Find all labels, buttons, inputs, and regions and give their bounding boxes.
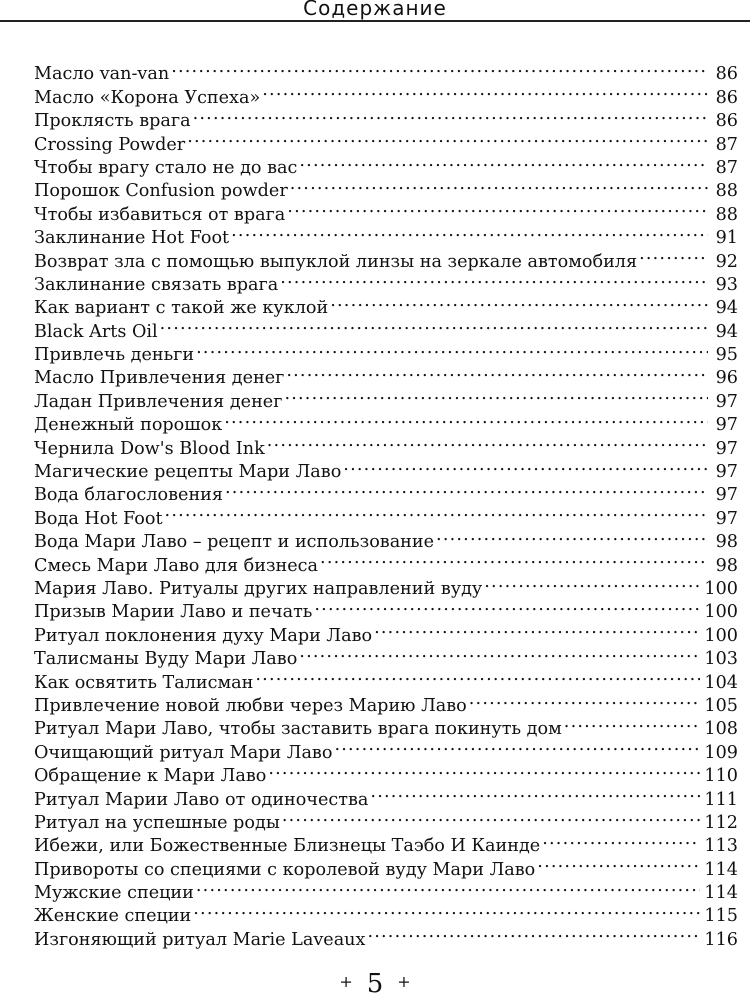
toc-entry-page: 97: [715, 462, 738, 483]
page-footer: [0, 968, 750, 1000]
toc-dot-leader: [314, 594, 700, 617]
toc-entry-page: 114: [704, 859, 738, 880]
toc-entry-page: 100: [704, 578, 738, 599]
toc-entry-title: Призыв Марии Лаво и печать: [34, 602, 313, 623]
toc-dot-leader: [367, 921, 700, 944]
footer-ornament-left: +: [339, 972, 353, 991]
toc-entry-page: 110: [704, 766, 738, 787]
toc-dot-leader: [286, 360, 708, 383]
toc-entry-page: 86: [715, 111, 738, 132]
toc-dot-leader: [436, 524, 708, 547]
toc-entry-page: 97: [715, 391, 738, 412]
toc-entry-title: Привороты со специями с королевой вуду Мари Лаво: [34, 859, 536, 880]
toc-dot-leader: [469, 688, 701, 711]
toc-dot-leader: [193, 898, 700, 921]
toc-entry-title: Порошок Confusion powder: [34, 181, 288, 202]
toc-dot-leader: [370, 781, 700, 804]
toc-entry-page: 114: [704, 883, 738, 904]
toc-dot-leader: [639, 243, 708, 266]
toc-entry-page: 96: [715, 368, 738, 389]
toc-entry-title: Как вариант с такой же куклой: [34, 298, 329, 319]
toc-dot-leader: [299, 641, 700, 664]
toc-dot-leader: [280, 267, 708, 290]
toc-dot-leader: [299, 150, 708, 173]
toc-dot-leader: [187, 126, 708, 149]
toc-dot-leader: [287, 196, 708, 219]
toc-dot-leader: [196, 337, 708, 360]
toc-entry-title: Привлечь деньги: [34, 345, 195, 366]
toc-entry-page: 95: [715, 345, 738, 366]
toc-dot-leader: [255, 664, 700, 687]
toc-entry-title: Масло «Корона Успеха»: [34, 87, 261, 108]
toc-entry-title: Смесь Мари Лаво для бизнеса: [34, 555, 319, 576]
toc-entry-page: 94: [715, 321, 738, 342]
toc-dot-leader: [320, 547, 708, 570]
header-rule: [0, 20, 750, 22]
toc-entry-title: Чернила Dow's Blood Ink: [34, 438, 265, 459]
toc-entry-title: Заклинание связать врага: [34, 274, 279, 295]
toc-entry-title: Crossing Powder: [34, 134, 186, 155]
toc-entry-page: 97: [715, 438, 738, 459]
page-number: 5: [366, 969, 384, 999]
toc-entry-title: Ритуал на успешные роды: [34, 812, 280, 833]
toc-entry-page: 91: [715, 228, 738, 249]
toc-entry[interactable]: [34, 56, 738, 85]
toc-entry-title: Чтобы врагу стало не до вас: [34, 157, 298, 178]
toc-entry-page: 116: [704, 929, 738, 950]
toc-dot-leader: [231, 220, 708, 243]
toc-entry-title: Вода благословения: [34, 485, 223, 506]
toc-entry-title: Очищающий ритуал Мари Лаво: [34, 742, 333, 763]
toc-dot-leader: [224, 407, 708, 430]
page-header: [0, 0, 750, 36]
toc-entry-title: Магические рецепты Мари Лаво: [34, 462, 342, 483]
toc-entry-page: 105: [704, 695, 738, 716]
toc-entry-title: Как освятить Талисман: [34, 672, 254, 693]
toc-dot-leader: [334, 734, 700, 757]
toc-dot-leader: [193, 103, 708, 126]
toc-entry-page: 86: [715, 64, 738, 85]
toc-entry-page: 100: [704, 625, 738, 646]
toc-dot-leader: [160, 313, 708, 336]
toc-dot-leader: [542, 828, 700, 851]
toc-entry-title: Женские специи: [34, 906, 192, 927]
toc-entry-title: Изгоняющий ритуал Marie Laveaux: [34, 929, 366, 950]
toc-entry-page: 103: [704, 649, 738, 670]
toc-dot-leader: [282, 805, 701, 828]
toc-entry-page: 86: [715, 87, 738, 108]
toc-entry-page: 112: [704, 812, 738, 833]
toc-entry-title: Талисманы Вуду Мари Лаво: [34, 649, 298, 670]
toc-entry-page: 98: [715, 532, 738, 553]
toc-entry-title: Ибежи, или Божественные Близнецы Таэбо И Каинде: [34, 836, 541, 857]
toc-entry-title: Масло van-van: [34, 64, 170, 85]
toc-entry-page: 97: [715, 508, 738, 529]
toc-entry-page: 87: [715, 134, 738, 155]
toc-dot-leader: [564, 711, 701, 734]
toc-dot-leader: [196, 875, 701, 898]
toc-entry-title: Проклясть врага: [34, 111, 191, 132]
toc-entry-page: 92: [715, 251, 738, 272]
toc-dot-leader: [330, 290, 708, 313]
toc-entry-page: 98: [715, 555, 738, 576]
toc-entry-title: Ритуал Мари Лаво, чтобы заставить врага покинуть дом: [34, 719, 562, 740]
toc-entry-title: Масло Привлечения денег: [34, 368, 285, 389]
toc-dot-leader: [343, 454, 708, 477]
toc-entry-title: Мужские специи: [34, 883, 194, 904]
toc-dot-leader: [290, 173, 708, 196]
toc-entry-title: Денежный порошок: [34, 415, 223, 436]
toc-entry-title: Возврат зла с помощью выпуклой линзы на зеркале автомобиля: [34, 251, 638, 272]
toc-dot-leader: [262, 79, 708, 102]
toc-dot-leader: [268, 758, 700, 781]
toc-entry-page: 115: [704, 906, 738, 927]
toc-entry-title: Мария Лаво. Ритуалы других направлений вуду: [34, 578, 483, 599]
toc-entry-title: Ритуал поклонения духу Мари Лаво: [34, 625, 373, 646]
toc-entry-page: 113: [704, 836, 738, 857]
toc-entry-title: Ладан Привлечения денег: [34, 391, 283, 412]
toc-entry-page: 109: [704, 742, 738, 763]
toc-entry-page: 97: [715, 415, 738, 436]
toc-entry-page: 88: [715, 181, 738, 202]
toc-entry-title: Ритуал Марии Лаво от одиночества: [34, 789, 369, 810]
toc-dot-leader: [171, 56, 708, 79]
footer-ornament-right: +: [397, 972, 411, 991]
toc-entry-page: 88: [715, 204, 738, 225]
toc-entry-page: 94: [715, 298, 738, 319]
toc-entry-page: 87: [715, 157, 738, 178]
toc-entry-title: Обращение к Мари Лаво: [34, 766, 267, 787]
toc-dot-leader: [537, 851, 700, 874]
toc-entry-page: 97: [715, 485, 738, 506]
toc-entry-page: 100: [704, 602, 738, 623]
toc-entry-title: Заклинание Hot Foot: [34, 228, 230, 249]
toc-entry-title: Black Arts Oil: [34, 321, 158, 342]
toc-dot-leader: [284, 383, 708, 406]
toc-entry-page: 111: [704, 789, 738, 810]
toc-entry-title: Вода Hot Foot: [34, 508, 163, 529]
toc-entry-page: 108: [704, 719, 738, 740]
toc-entry-title: Привлечение новой любви через Марию Лаво: [34, 695, 467, 716]
table-of-contents: [34, 56, 738, 950]
toc-dot-leader: [374, 617, 700, 640]
toc-dot-leader: [267, 430, 708, 453]
toc-dot-leader: [165, 500, 708, 523]
toc-entry-page: 93: [715, 274, 738, 295]
page-title: Содержание: [303, 0, 447, 20]
toc-entry-title: Чтобы избавиться от врага: [34, 204, 286, 225]
toc-entry-title: Вода Мари Лаво – рецепт и использование: [34, 532, 435, 553]
toc-dot-leader: [225, 477, 708, 500]
toc-dot-leader: [484, 571, 700, 594]
toc-entry-page: 104: [704, 672, 738, 693]
